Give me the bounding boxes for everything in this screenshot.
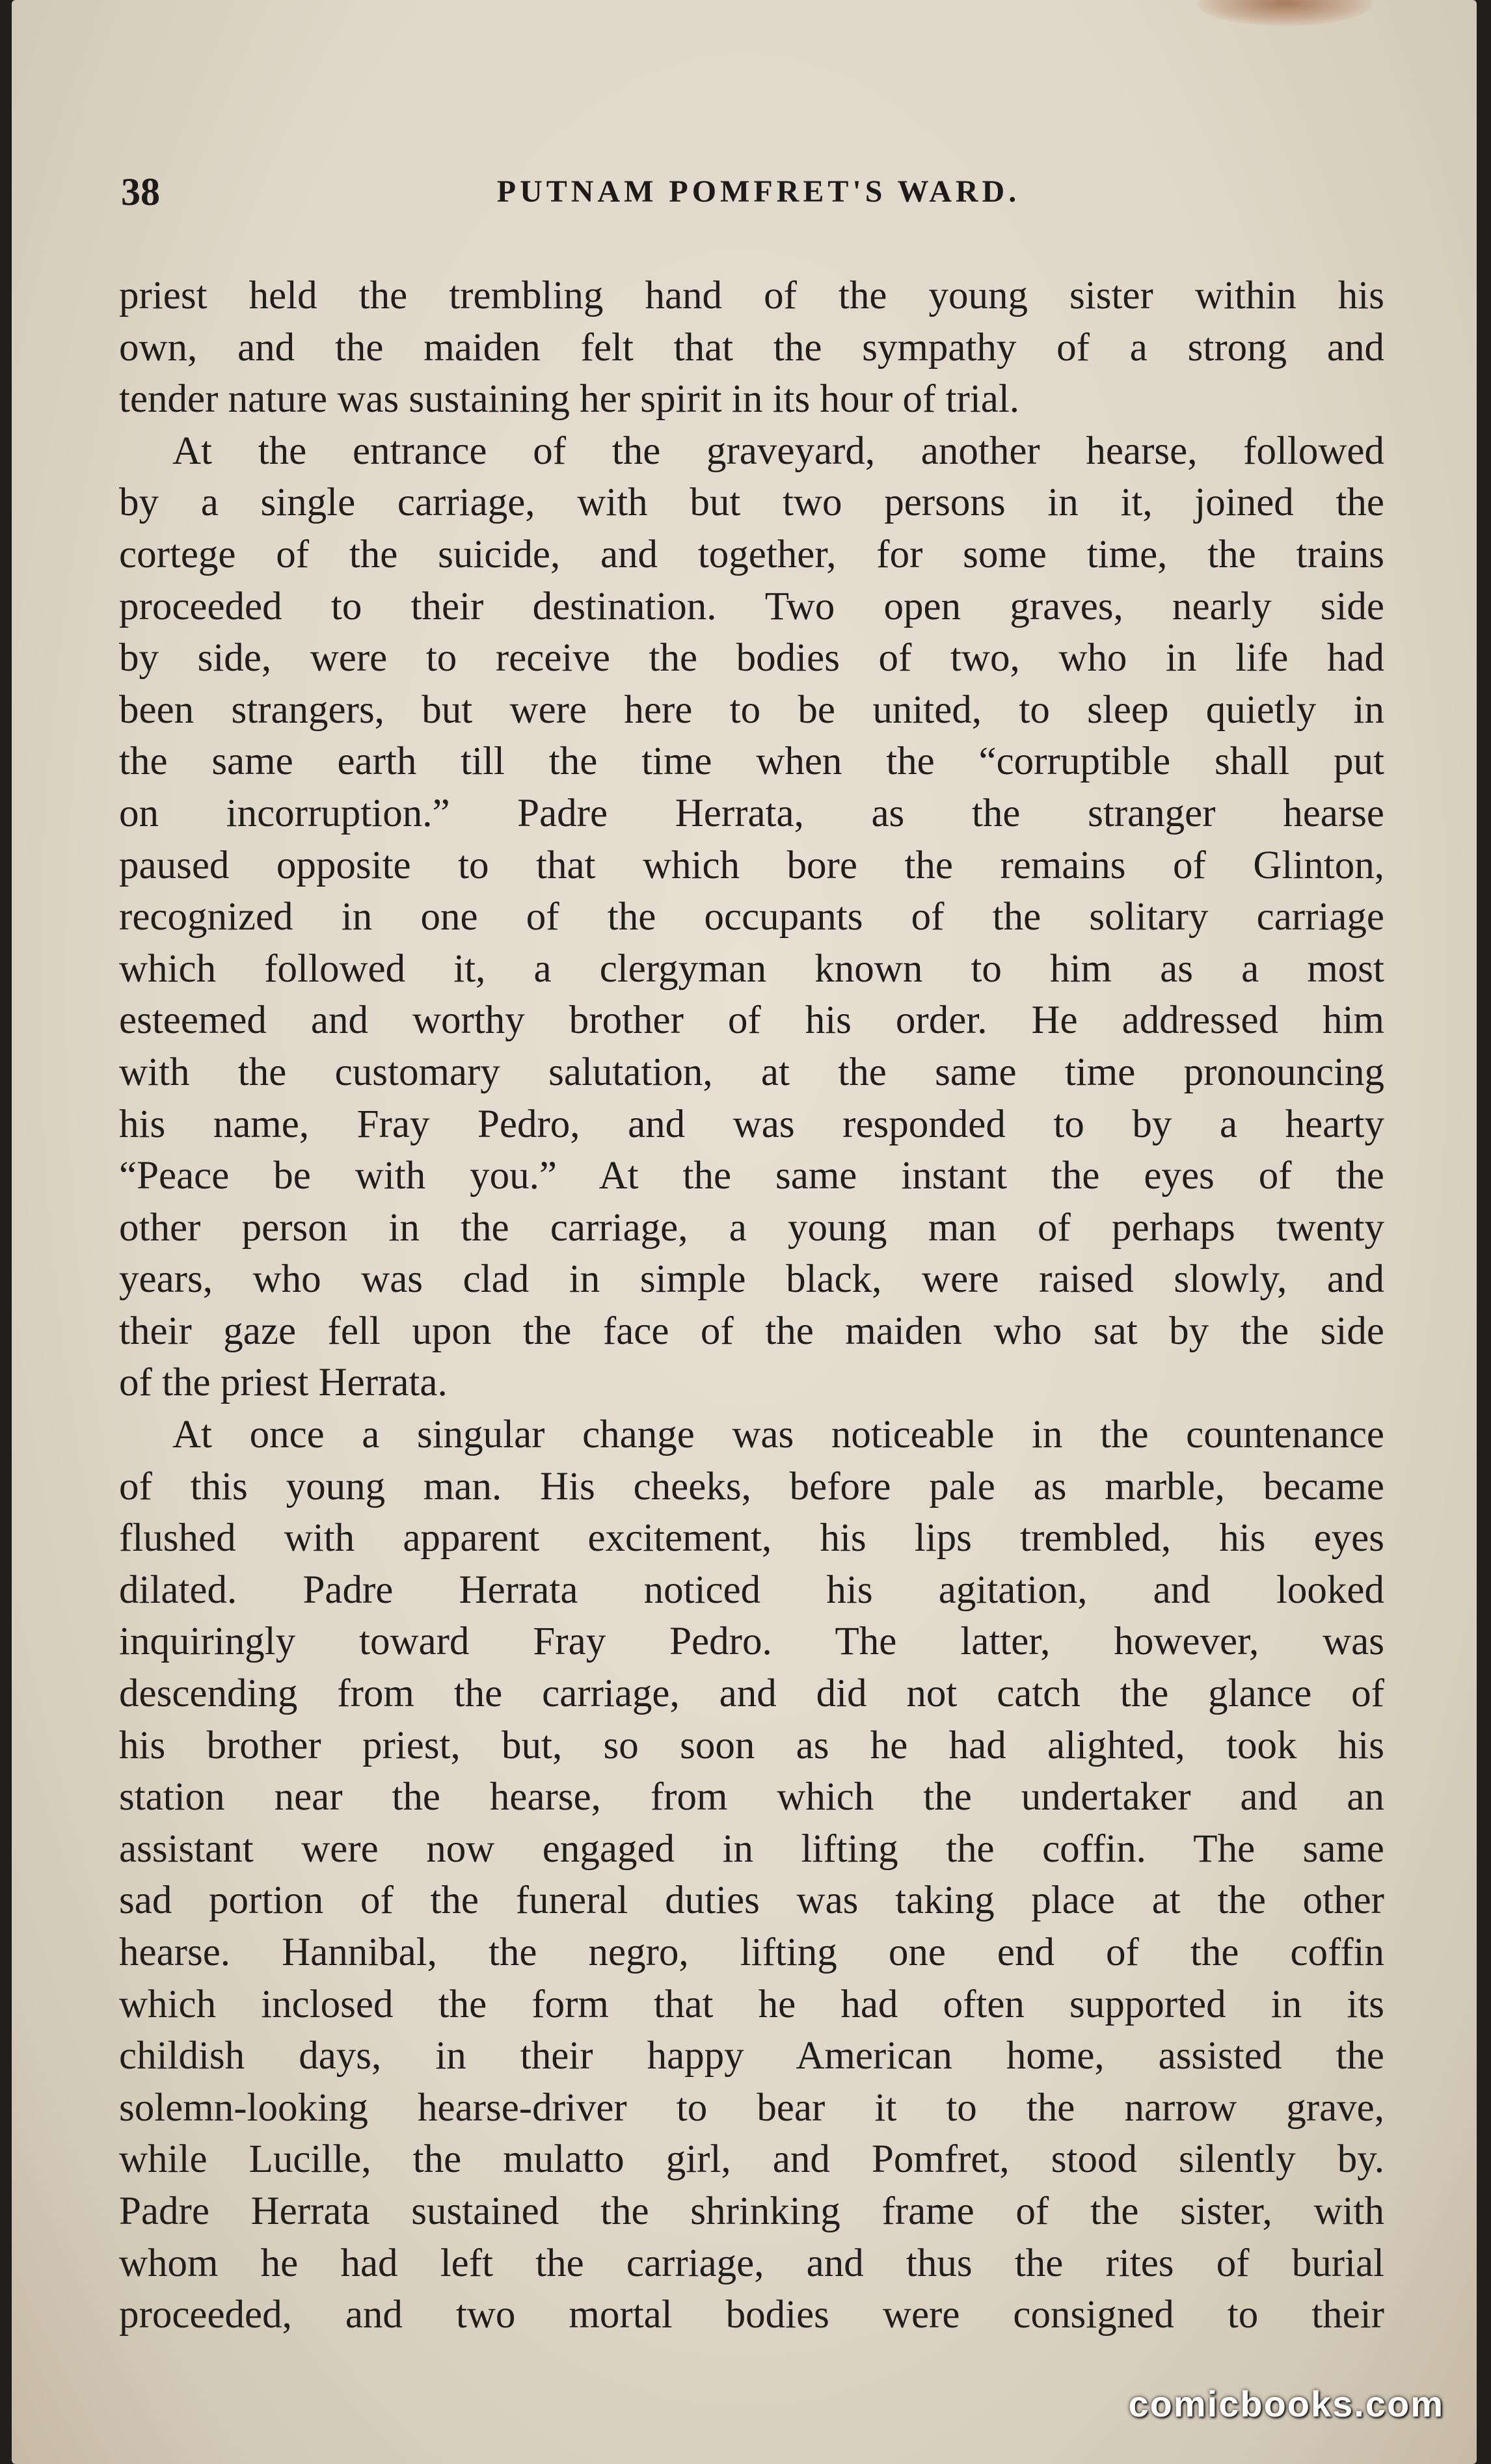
text-line: “Peace be with you.” At the same instant the eyes of the bbox=[119, 1154, 1384, 1198]
text-line: recognized in one of the occupants of the solitary carriage bbox=[119, 895, 1384, 939]
text-line: on incorruption.” Padre Herrata, as the stranger hearse bbox=[119, 791, 1384, 835]
text-line: which inclosed the form that he had often supported in its bbox=[119, 1982, 1384, 2026]
text-line: flushed with apparent excitement, his lips trembled, his eyes bbox=[119, 1516, 1384, 1560]
text-line: cortege of the suicide, and together, for some time, the trains bbox=[119, 532, 1384, 576]
text-line: of the priest Herrata. bbox=[119, 1361, 448, 1405]
text-line: inquiringly toward Fray Pedro. The latter, however, was bbox=[119, 1620, 1384, 1664]
paragraph-start-line: At the entrance of the graveyard, another hearse, followed bbox=[172, 429, 1384, 473]
text-line: priest held the trembling hand of the young sister within his bbox=[119, 274, 1384, 317]
text-line: paused opposite to that which bore the remains of Glinton, bbox=[119, 843, 1384, 887]
text-line: sad portion of the funeral duties was taking place at the other bbox=[119, 1879, 1384, 1923]
text-line: proceeded to their destination. Two open graves, nearly side bbox=[119, 584, 1384, 628]
text-line: his brother priest, but, so soon as he had alighted, took his bbox=[119, 1723, 1384, 1767]
text-line: tender nature was sustaining her spirit in its hour of trial. bbox=[119, 377, 1020, 422]
text-line: whom he had left the carriage, and thus the rites of burial bbox=[119, 2241, 1384, 2285]
text-line: dilated. Padre Herrata noticed his agitation, and looked bbox=[119, 1568, 1384, 1612]
body-text bbox=[119, 270, 1384, 2341]
page-number: 38 bbox=[121, 170, 160, 213]
text-line: descending from the carriage, and did not catch the glance of bbox=[119, 1672, 1384, 1716]
site-watermark: comicbooks.com bbox=[1128, 2383, 1444, 2424]
text-line: solemn-looking hearse-driver to bear it to the narrow grave, bbox=[119, 2085, 1384, 2130]
text-line: which followed it, a clergyman known to him as a most bbox=[119, 946, 1384, 991]
paragraph-start-line: At once a singular change was noticeable in the countenance bbox=[172, 1413, 1384, 1457]
text-line: been strangers, but were here to be united, to sleep quietly in bbox=[119, 688, 1384, 732]
text-line: other person in the carriage, a young man of perhaps twenty bbox=[119, 1205, 1384, 1250]
text-line: by a single carriage, with but two persons in it, joined the bbox=[119, 481, 1384, 525]
text-line: their gaze fell upon the face of the maiden who sat by the side bbox=[119, 1309, 1384, 1353]
text-line: with the customary salutation, at the same time pronouncing bbox=[119, 1050, 1384, 1094]
book-page bbox=[12, 0, 1477, 2464]
page-header bbox=[108, 166, 1383, 218]
text-line: of this young man. His cheeks, before pale as marble, became bbox=[119, 1464, 1384, 1508]
text-line: the same earth till the time when the “corruptible shall put bbox=[119, 740, 1384, 784]
text-line: years, who was clad in simple black, were raised slowly, and bbox=[119, 1257, 1384, 1302]
text-line: esteemed and worthy brother of his order. He addressed him bbox=[119, 998, 1384, 1043]
text-line: Padre Herrata sustained the shrinking frame of the sister, with bbox=[119, 2189, 1384, 2233]
text-line: own, and the maiden felt that the sympathy of a strong and bbox=[119, 325, 1384, 369]
text-line: childish days, in their happy American home, assisted the bbox=[119, 2034, 1384, 2078]
text-line: his name, Fray Pedro, and was responded to by a hearty bbox=[119, 1102, 1384, 1146]
text-line: hearse. Hannibal, the negro, lifting one end of the coffin bbox=[119, 1931, 1384, 1974]
text-line: station near the hearse, from which the undertaker and an bbox=[119, 1775, 1384, 1819]
text-line: assistant were now engaged in lifting the coffin. The same bbox=[119, 1827, 1384, 1871]
running-head: PUTNAM POMFRET'S WARD. bbox=[496, 174, 1021, 209]
text-line: while Lucille, the mulatto girl, and Pomfret, stood silently by. bbox=[119, 2137, 1384, 2182]
text-line: proceeded, and two mortal bodies were consigned to their bbox=[119, 2293, 1384, 2337]
text-line: by side, were to receive the bodies of two, who in life had bbox=[119, 636, 1384, 680]
